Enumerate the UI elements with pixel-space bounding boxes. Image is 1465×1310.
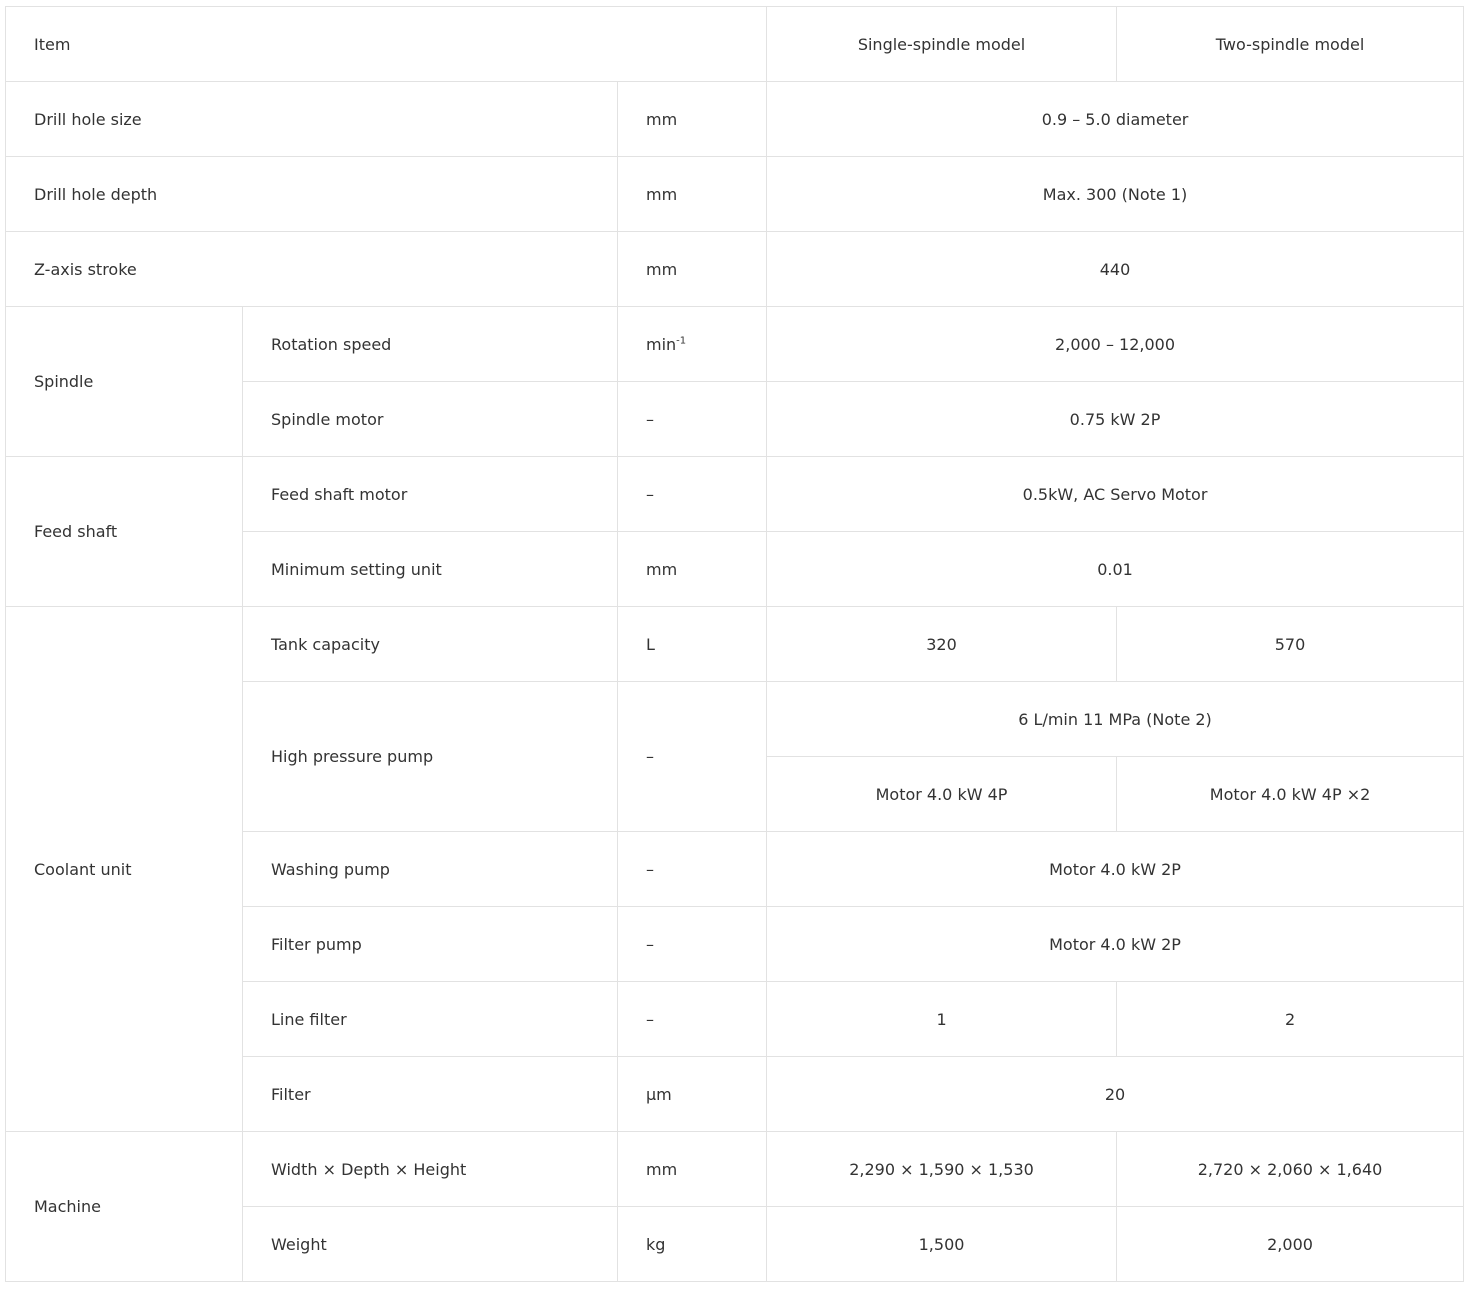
row-value: 440 [767,232,1464,307]
row-unit: – [618,457,767,532]
table-row [6,232,1464,307]
row-label: Z-axis stroke [6,232,618,307]
group-label: Machine [6,1132,243,1282]
row-label: Line filter [243,982,618,1057]
row-label: Washing pump [243,832,618,907]
row-label: Filter [243,1057,618,1132]
row-value-two: 2 [1117,982,1464,1057]
row-value: 0.75 kW 2P [767,382,1464,457]
row-label: Minimum setting unit [243,532,618,607]
row-unit [618,307,767,382]
row-label: Filter pump [243,907,618,982]
table-row [6,157,1464,232]
row-value: 0.5kW, AC Servo Motor [767,457,1464,532]
row-value-single: Motor 4.0 kW 4P [767,757,1117,832]
row-unit: mm [618,532,767,607]
row-unit: μm [618,1057,767,1132]
group-label: Spindle [6,307,243,457]
row-value-single: 320 [767,607,1117,682]
header-single-spindle: Single-spindle model [767,7,1117,82]
row-value: 6 L/min 11 MPa (Note 2) [767,682,1464,757]
row-unit: mm [618,1132,767,1207]
row-label: Drill hole size [6,82,618,157]
row-value-single: 2,290 × 1,590 × 1,530 [767,1132,1117,1207]
row-unit: L [618,607,767,682]
row-label: Weight [243,1207,618,1282]
row-label: High pressure pump [243,682,618,832]
row-value-single: 1 [767,982,1117,1057]
table-row [6,1132,1464,1207]
row-label: Feed shaft motor [243,457,618,532]
row-value: 2,000 – 12,000 [767,307,1464,382]
unit-base: min [646,334,677,354]
row-value-two: 2,720 × 2,060 × 1,640 [1117,1132,1464,1207]
row-unit: mm [618,82,767,157]
row-label: Drill hole depth [6,157,618,232]
row-unit: mm [618,157,767,232]
row-value: Max. 300 (Note 1) [767,157,1464,232]
table-row [6,307,1464,382]
row-label: Width × Depth × Height [243,1132,618,1207]
row-unit: mm [618,232,767,307]
row-value: Motor 4.0 kW 2P [767,832,1464,907]
row-value: 20 [767,1057,1464,1132]
row-unit: – [618,682,767,832]
row-value: Motor 4.0 kW 2P [767,907,1464,982]
row-label: Rotation speed [243,307,618,382]
table-row [6,607,1464,682]
unit-superscript: -1 [676,335,687,347]
group-label: Feed shaft [6,457,243,607]
header-two-spindle: Two-spindle model [1117,7,1464,82]
row-value: 0.01 [767,532,1464,607]
header-item: Item [6,7,767,82]
spec-table [5,6,1464,1282]
table-row [6,457,1464,532]
row-label: Spindle motor [243,382,618,457]
row-value-single: 1,500 [767,1207,1117,1282]
row-unit: – [618,832,767,907]
row-value-two: 570 [1117,607,1464,682]
row-unit: – [618,382,767,457]
group-label: Coolant unit [6,607,243,1132]
row-unit: – [618,907,767,982]
row-value-two: Motor 4.0 kW 4P ×2 [1117,757,1464,832]
row-unit: kg [618,1207,767,1282]
row-unit: – [618,982,767,1057]
row-value-two: 2,000 [1117,1207,1464,1282]
header-row [6,7,1464,82]
row-label: Tank capacity [243,607,618,682]
table-row [6,82,1464,157]
row-value: 0.9 – 5.0 diameter [767,82,1464,157]
